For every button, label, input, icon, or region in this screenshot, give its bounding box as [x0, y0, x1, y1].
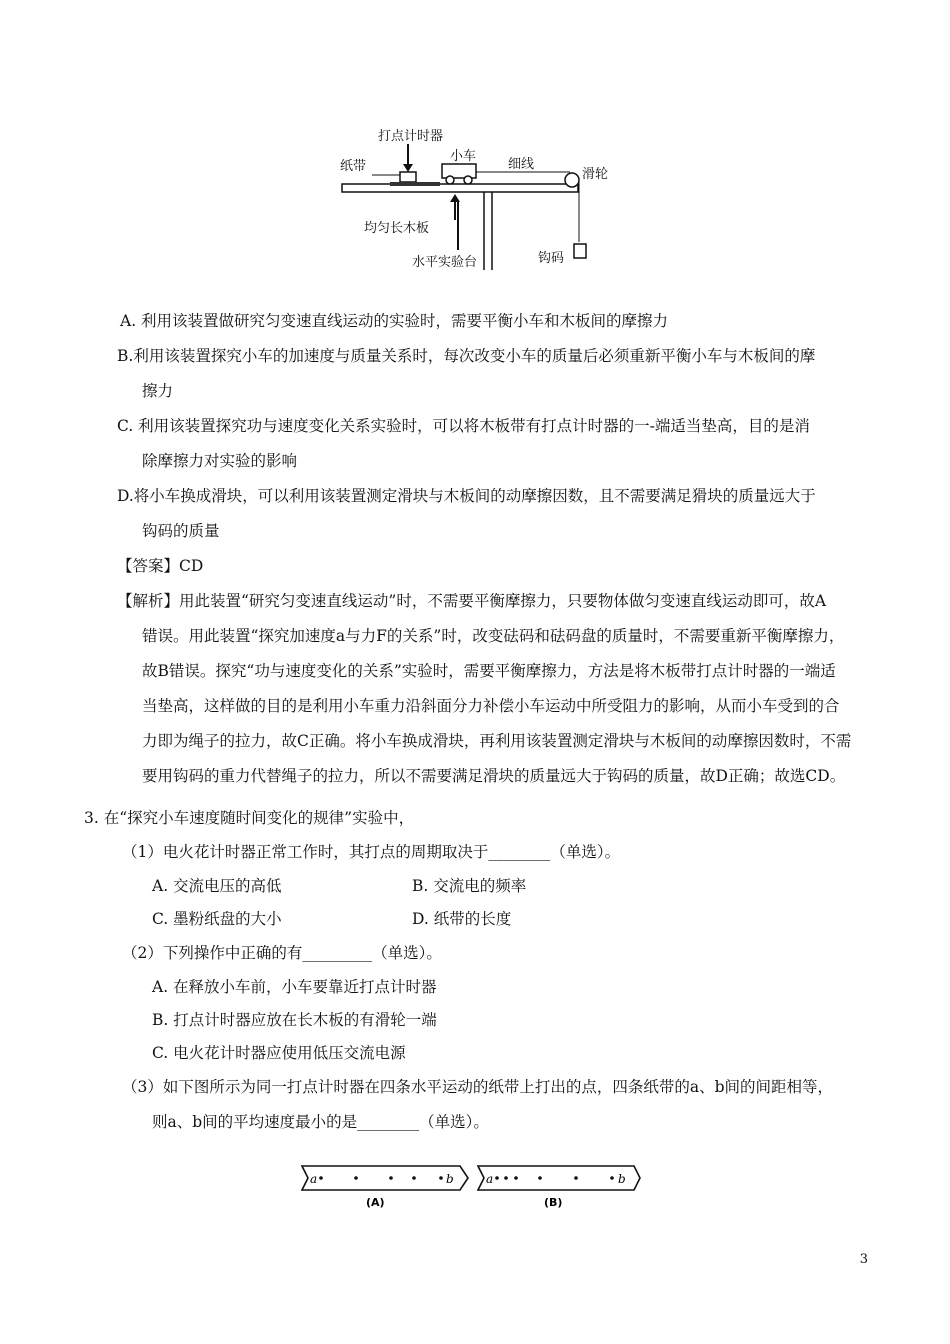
q3-sub1-option-b: B. 交流电的频率	[412, 877, 527, 895]
q3-sub1-option-a: A. 交流电压的高低	[152, 877, 282, 895]
tapes-figure	[296, 1160, 646, 1212]
q3-sub3-line2: 则a、b间的平均速度最小的是________（单选）。	[152, 1113, 489, 1131]
apparatus-figure	[330, 120, 620, 280]
q2-option-b-line1: B.利用该装置探究小车的加速度与质量关系时，每次改变小车的质量后必须重新平衡小车与木板间的摩	[117, 347, 816, 365]
q3-sub1: （1）电火花计时器正常工作时，其打点的周期取决于________（单选）。	[122, 843, 621, 861]
label-string: 细线	[508, 157, 535, 172]
q3-sub3-line1: （3）如下图所示为同一打点计时器在四条水平运动的纸带上打出的点，四条纸带的a、b间的间距相等，	[122, 1078, 834, 1096]
q3-sub2: （2）下列操作中正确的有_________（单选）。	[122, 944, 442, 962]
label-cart: 小车	[450, 149, 477, 164]
label-board: 均匀长木板	[364, 221, 430, 236]
q2-analysis-line4: 当垫高，这样做的目的是利用小车重力沿斜面分力补偿小车运动中所受阻力的影响，从而小车受到的合	[142, 697, 840, 715]
q3-sub1-option-d: D. 纸带的长度	[412, 910, 512, 928]
q2-analysis-line3: 故B错误。探究“功与速度变化的关系”实验时，需要平衡摩擦力，方法是将木板带打点计时器的一端适	[142, 662, 836, 680]
label-tape: 纸带	[340, 159, 367, 174]
tape-b-start-label: a	[486, 1172, 494, 1186]
q2-analysis-line6: 要用钩码的重力代替绳子的拉力，所以不需要满足滑块的质量远大于钩码的质量，故D正确；故选CD。	[142, 767, 846, 785]
label-weight: 钩码	[538, 251, 565, 266]
tape-a-start-label: a	[310, 1172, 318, 1186]
tape-a-end-label: b	[446, 1172, 454, 1186]
label-table: 水平实验台	[412, 255, 478, 270]
q2-answer: 【答案】CD	[117, 557, 204, 575]
label-pulley: 滑轮	[582, 167, 609, 182]
q3-stem: 3. 在“探究小车速度随时间变化的规律”实验中，	[84, 809, 415, 827]
q2-option-b-line2: 擦力	[142, 382, 174, 400]
label-timer: 打点计时器	[378, 129, 444, 144]
q2-analysis-line2: 错误。用此装置“探究加速度a与力F的关系”时，改变砝码和砝码盘的质量时，不需要重新平衡摩擦力，	[142, 627, 845, 645]
tape-a-caption: (A)	[366, 1196, 385, 1209]
q2-option-c-line2: 除摩擦力对实验的影响	[142, 452, 298, 470]
q3-sub2-option-c: C. 电火花计时器应使用低压交流电源	[152, 1044, 406, 1062]
q2-option-c-line1: C. 利用该装置探究功与速度变化关系实验时，可以将木板带有打点计时器的一-端适当垫高，目的是消	[117, 417, 810, 435]
q3-sub1-option-c: C. 墨粉纸盘的大小	[152, 910, 282, 928]
q2-option-d-line1: D.将小车换成滑块，可以利用该装置测定滑块与木板间的动摩擦因数，且不需要满足猾块的质量远大于	[117, 487, 816, 505]
q2-analysis-line1: 【解析】用此装置“研究匀变速直线运动”时，不需要平衡摩擦力，只要物体做匀变速直线运动即可，故A	[117, 592, 827, 610]
tape-b-caption: (B)	[544, 1196, 563, 1209]
tape-a	[302, 1166, 468, 1209]
q3-sub2-option-a: A. 在释放小车前，小车要靠近打点计时器	[152, 978, 437, 996]
q2-analysis-line5: 力即为绳子的拉力，故C正确。将小车换成滑块，再利用该装置测定滑块与木板间的动摩擦因数时，不需	[142, 732, 852, 750]
page-number: 3	[859, 1252, 868, 1267]
q2-option-a: A. 利用该装置做研究匀变速直线运动的实验时，需要平衡小车和木板间的摩擦力	[120, 312, 669, 330]
tape-b-end-label: b	[618, 1172, 626, 1186]
tape-b	[478, 1166, 640, 1209]
q3-sub2-option-b: B. 打点计时器应放在长木板的有滑轮一端	[152, 1011, 437, 1029]
q2-option-d-line2: 钩码的质量	[142, 522, 220, 540]
